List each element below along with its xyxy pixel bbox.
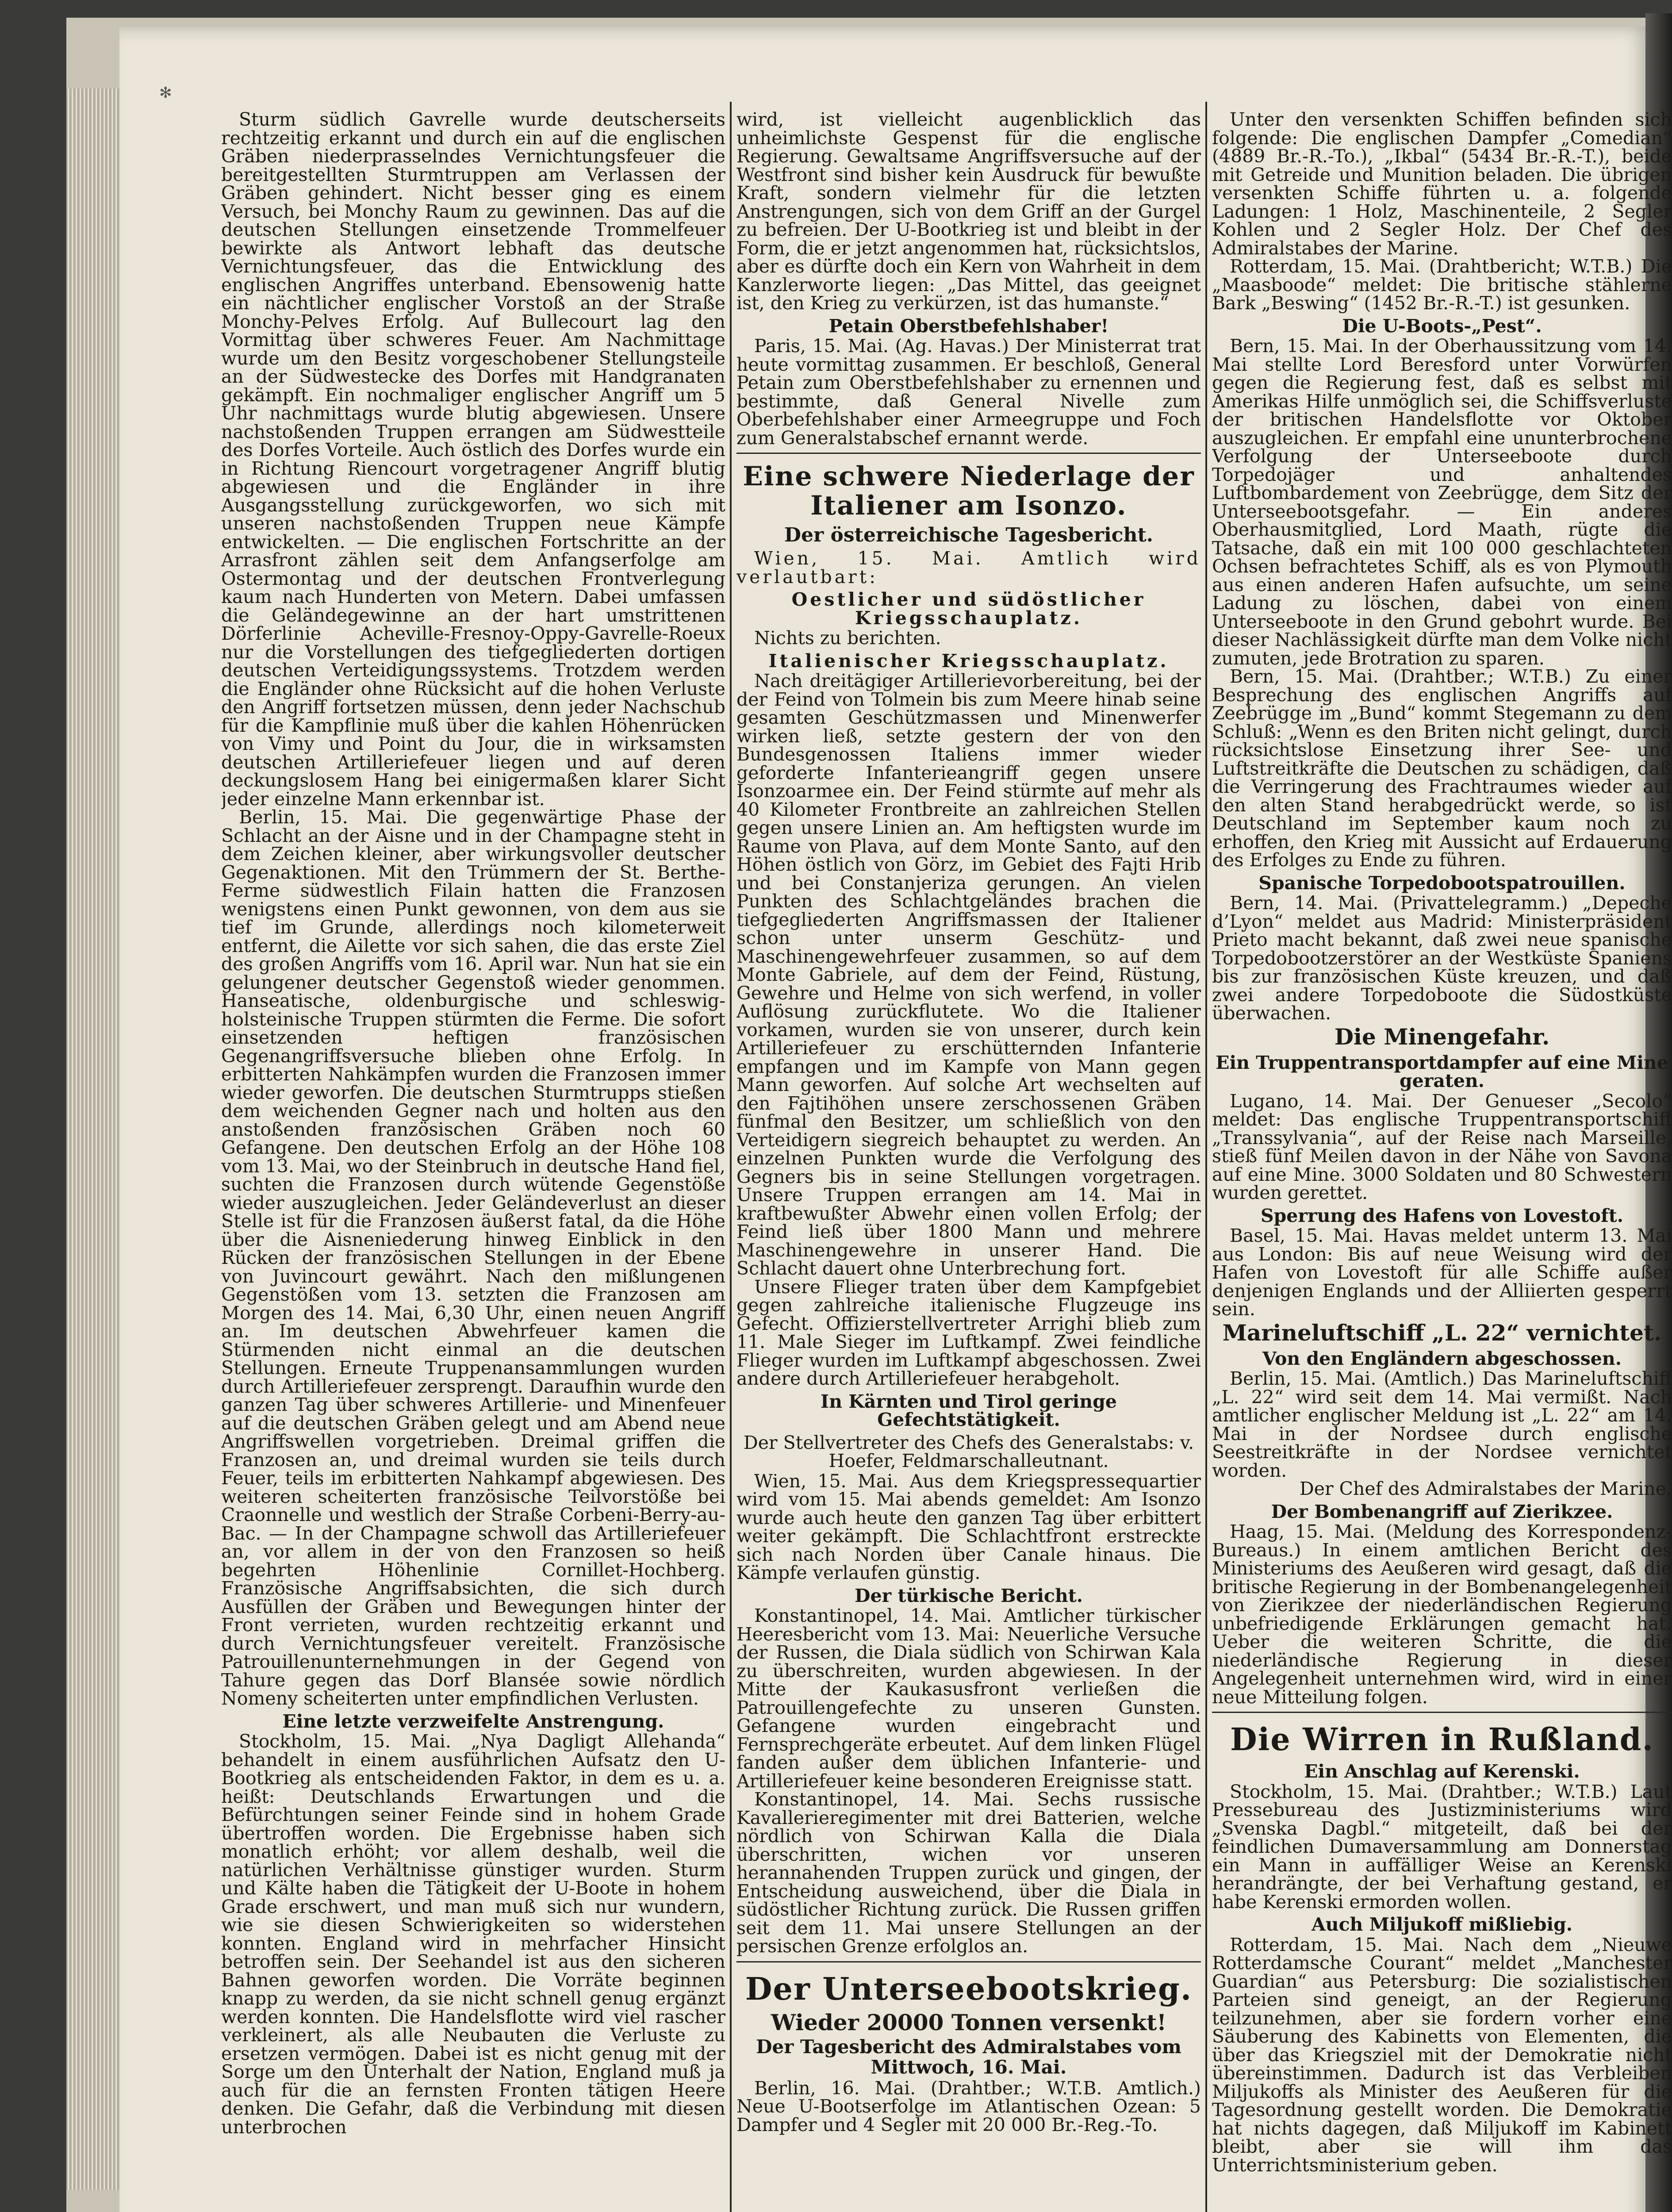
article-paragraph: Berlin, 15. Mai. Die gegenwärtige Phase der Schlacht an der Aisne und in der Champagne steht in dem Zeichen kleiner, aber wirkungsvoller deutscher Gegenaktionen. Mit den Trümmern der St. Berthe-Ferme südwestlich Filain hatten die Franzosen wenigstens einen Punkt gewonnen, von dem aus sie tief im Grunde, allerdings noch kilometerweit entfernt, die Ailette vor sich sahen, die das erste Ziel des großen Angriffs vom 16. April war. Nun hat sie ein gelungener deutscher Gegenstoß wieder genommen. Hanseatische, oldenburgische und schleswig-holsteinische Truppen stürmten die Ferme. Die sofort einsetzenden heftigen französischen Gegenangriffsversuche blieben ohne Erfolg. In erbitterten Nahkämpfen wurden die Franzosen immer wieder geworfen. Die deutschen Sturmtrupps stießen dem weichenden Gegner nach und holten aus den anstoßenden französischen Gräben noch 60 Gefangene. Den deutschen Erfolg an der Höhe 108 vom 13. Mai, wo der Steinbruch in deutsche Hand fiel, suchten die Franzosen durch wütende Gegenstöße wieder auszugleichen. Jeder Geländeverlust an dieser Stelle ist für die Franzosen äußerst fatal, da die Höhe über die Aisneniederung hinweg Einblick in den Rücken der französischen Stellungen in der Ebene von Juvincourt gewährt. Nach den mißlungenen Gegenstößen vom 13. setzten die Franzosen am Morgen des 14. Mai, 6,30 Uhr, einen neuen Angriff an. Im deutschen Abwehrfeuer kamen die Stürmenden nicht einmal an die deutschen Stellungen. Erneute Truppenansammlungen wurden durch Artilleriefeuer zersprengt. Daraufhin wurde den ganzen Tag über schweres Artillerie- und Minenfeuer auf die deutschen Gräben gelegt und am Abend neue Angriffswellen vorgetrieben. Dreimal griffen die Franzosen an, und dreimal wurden sie teils durch Feuer, teils im erbitterten Nahkampf abgewiesen. Des weiteren scheiterten französische Teilvorstöße bei Craonnelle und westlich der Straße Corbeni-Berry-au-Bac. — In der Champagne schwoll das Artilleriefeuer an, vor allem in der von den Franzosen so heiß begehrten Höhenlinie Cornillet-Hochberg. Französische Angriffsabsichten, die sich durch Ausfüllen der Gräben und Bewegungen hinter der Front verrieten, wurden rechtzeitig erkannt und durch Vernichtungsfeuer vereitelt. Französische Patrouillenunternehmungen in der Gegend von Tahure gegen das Dorf Blansée sowie nördlich Nomeny scheiterten unter empfindlichen Verlusten. bbox=[221, 806, 725, 1709]
section-heading: Ein Truppentransportdampfer auf eine Mine geraten. bbox=[1216, 1052, 1668, 1091]
article-paragraph: Rotterdam, 15. Mai. (Drahtbericht; W.T.B.) Die „Maasboode“ meldet: Die britische stählerne Bark „Beswing“ (1452 Br.-R.-T.) ist gesunken. bbox=[1212, 256, 1672, 314]
article-paragraph: Stockholm, 15. Mai. (Drahtber.; W.T.B.) Laut Pressebureau des Justizministeriums wird „Svenska Dagbl.“ mitgeteilt, daß bei der feindlichen Dumaversammlung am Donnerstag ein Mann in auffälliger Weise an Kerenski herandrängte, der bei Verhaftung gestand, er habe Kerenski ermorden wollen. bbox=[1212, 1781, 1672, 1912]
signature: Der Stellvertreter des Chefs des Generalstabs: v. Hoefer, Feldmarschalleutnant. bbox=[743, 1432, 1194, 1471]
article-paragraph: Berlin, 16. Mai. (Drahtber.; W.T.B. Amtlich.) Neue U-Bootserfolge im Atlantischen Ozean: 5 Dampfer und 4 Segler mit 20 000 Br.-Reg.-To. bbox=[736, 2077, 1201, 2135]
article-paragraph: Nichts zu berichten. bbox=[754, 627, 941, 649]
headline: Marineluftschiff „L. 22“ vernichtet. bbox=[1222, 1319, 1662, 1346]
article-paragraph: Bern, 15. Mai. In der Oberhaussitzung vom 14. Mai stellte Lord Beresford unter Vorwürfen gegen die Regierung fest, daß es selbst mit Amerikas Hilfe unmöglich sei, die Schiffsverluste der britischen Handelsflotte vor Oktober auszugleichen. Er empfahl eine ununterbrochene Verfolgung der Unterseeboote durch Torpedojäger und anhaltendes Luftbombardement von Zeebrügge, dem Sitz der Unterseebootsgefahr. — Ein anderes Oberhausmitglied, Lord Maath, rügte die Tatsache, daß ein mit 100 000 geschlachteten Ochsen befrachtetes Schiff, als es von Plymouth aus einen anderen Hafen aufsuchte, um seine Ladung zu löschen, dabei von einem Unterseeboote in den Grund gebohrt wurde. Bei dieser Nachlässigkeit dürfte man dem Volke nicht zumuten, jede Brotration zu sparen. bbox=[1212, 335, 1672, 669]
article-paragraph: wird, ist vielleicht augenblicklich das unheimlichste Gespenst für die englische Regierung. Gewaltsame Angriffsversuche auf der Westfront sind bisher kein Ausdruck für bewußte Kraft, sondern vielmehr für die letzten Anstrengungen, sich von dem Griff an der Gurgel zu befreien. Der U-Bootkrieg ist und bleibt in der Form, die er jetzt angenommen hat, rücksichtslos, aber es dürfte doch ein Kern von Wahrheit in dem Kanzlerworte liegen: „Das Mittel, das geeignet ist, den Krieg zu verkürzen, ist das humanste.“ bbox=[736, 111, 1201, 314]
headline: Die Wirren in Rußland. bbox=[1230, 1721, 1654, 1758]
article-paragraph: Nach dreitägiger Artillerievorbereitung, bei der der Feind von Tolmein bis zum Meere hinab seine gesamten Geschützmassen und Minenwerfer wirken ließ, setzte gestern der von den Bundesgenossen Italiens immer wieder geforderte Infanterieangriff gegen unsere Isonzoarmee ein. Der Feind stürmte auf mehr als 40 Kilometer Frontbreite an zahlreichen Stellen gegen unsere Linien an. Am heftigsten wurde im Raume von Plava, auf dem Monte Santo, auf den Höhen östlich von Görz, im Gebiet des Fajti Hrib und bei Constanjeriza gerungen. An vielen Punkten des Schlachtgeländes brachen die tiefgegliederten Angriffsmassen der Italiener schon unter unserm Geschütz- und Maschinengewehrfeuer zusammen, so auf dem Monte Gabriele, auf dem der Feind, Rüstung, Gewehre und Helme von sich werfend, in voller Auflösung zurückflutete. Wo die Italiener vorkamen, wurden sie von unserer, durch kein Artilleriefeuer zu erschütternden Infanterie empfangen und im Kampfe von Mann gegen Mann geworfen. Auf solche Art wechselten auf den Fajtihöhen unsere zerschossenen Gräben fünfmal den Besitzer, um schließlich von den Verteidigern siegreich behauptet zu werden. An einzelnen Punkten wurde die Verfolgung des Gegners bis in seine Stellungen vorgetragen. Unsere Truppen errangen am 14. Mai in kraftbewußter Abwehr einen vollen Erfolg; der Feind ließ über 1800 Mann und mehrere Maschinengewehre in unserer Hand. Die Schlacht dauert ohne Unterbrechung fort. bbox=[736, 670, 1201, 1279]
signature: Der Chef des Admiralstabes der Marine. bbox=[1299, 1478, 1672, 1499]
corner-mark: ✻ bbox=[159, 84, 172, 102]
article-paragraph: Basel, 15. Mai. Havas meldet unterm 13. Mai aus London: Bis auf neue Weisung wird der Hafen von Lovestoft für alle Schiffe außer denjenigen Englands und der Alliierten gesperrt sein. bbox=[1212, 1225, 1672, 1320]
column-1 bbox=[221, 111, 725, 2212]
article-paragraph: Lugano, 14. Mai. Der Genueser „Secolo“ meldet: Das englische Truppentransportschiff „Transsylvania“, auf der Reise nach Marseille, stieß fünf Meilen davon in der Nähe von Savona auf eine Mine. 3000 Soldaten und 80 Schwestern wurden gerettet. bbox=[1212, 1090, 1672, 1203]
section-heading: Auch Miljukoff mißliebig. bbox=[1311, 1914, 1573, 1935]
subheadline: Wieder 20000 Tonnen versenkt! bbox=[771, 2009, 1167, 2035]
article-paragraph: Paris, 15. Mai. (Ag. Havas.) Der Ministerrat trat heute vormittag zusammen. Er beschloß, General Petain zum Oberstbefehlshaber zu ernennen und bestimmte, daß General Nivelle zum Oberbefehlshaber einer Armeegruppe und Foch zum Generalstabschef ernannt werde. bbox=[736, 335, 1201, 449]
section-heading: Italienischer Kriegsschauplatz. bbox=[768, 650, 1169, 672]
section-heading: Ein Anschlag auf Kerenski. bbox=[1304, 1761, 1580, 1782]
column-rule-2 bbox=[1205, 102, 1207, 2212]
column-2 bbox=[736, 111, 1201, 2212]
subheadline: Der österreichische Tagesbericht. bbox=[784, 524, 1154, 546]
divider bbox=[1212, 1712, 1672, 1713]
article-paragraph: Konstantinopel, 14. Mai. Amtlicher türkischer Heeresbericht vom 13. Mai: Neuerliche Versuche der Russen, die Diala südlich von Schirwan Kala zu überschreiten, wurden abgewiesen. In der Mitte der Kaukasusfront verließen die Patrouillengefechte zu unseren Gunsten. Gefangene wurden eingebracht und Fernsprechgeräte erbeutet. Auf dem linken Flügel fanden außer dem üblichen Infanterie- und Artilleriefeuer keine besonderen Ereignisse statt. bbox=[736, 1605, 1201, 1792]
section-heading: Sperrung des Hafens von Lovestoft. bbox=[1261, 1205, 1623, 1226]
section-heading: Spanische Torpedobootspatrouillen. bbox=[1258, 872, 1626, 894]
article-paragraph: Konstantinopel, 14. Mai. Sechs russische Kavallerieregimenter mit drei Batterien, welche nördlich von Schirwan Kalla die Diala überschritten, wichen vor unseren herannahenden Truppen zurück und gingen, der Entscheidung ausweichend, über die Diala in südöstlicher Richtung zurück. Die Russen griffen seit dem 11. Mai unsere Stellungen an der persischen Grenze erfolglos an. bbox=[736, 1789, 1201, 1957]
section-heading: Der türkische Bericht. bbox=[855, 1585, 1083, 1606]
article-paragraph: Wien, 15. Mai. Amtlich wird verlautbart: bbox=[736, 548, 1201, 588]
section-heading: Oestlicher und südöstlicher Kriegsschauplatz. bbox=[791, 589, 1146, 629]
headline: Eine schwere Niederlage der Italiener am Isonzo. bbox=[743, 461, 1195, 521]
divider bbox=[736, 1961, 1201, 1962]
column-rule-1 bbox=[730, 102, 732, 2212]
article-paragraph: Haag, 15. Mai. (Meldung des Korrespondenz-Bureaus.) In einem amtlichen Bericht des Ministeriums des Aeußeren wird gesagt, daß die britische Regierung in der Bombenangelegenheit von Zierikzee der niederländischen Regierung unbefriedigende Erklärungen gemacht hat. Ueber die weiteren Schritte, die die niederländische Regierung in dieser Angelegenheit unternehmen wird, wird in einer neue Mitteilung folgen. bbox=[1212, 1521, 1672, 1708]
article-paragraph: Bern, 15. Mai. (Drahtber.; W.T.B.) Zu einer Besprechung des englischen Angriffs auf Zeebrügge im „Bund“ kommt Stegemann zu dem Schluß: „Wenn es den Briten nicht gelingt, durch rücksichtslose Einsetzung ihrer See- und Luftstreitkräfte die Deutschen zu schädigen, daß die Verringerung des Frachtraumes wieder auf den alten Stand herabgedrückt werde, so ist Deutschland im September kaum noch zu erhoffen, den Krieg mit Aussicht auf Erdauerung des Erfolges zu Ende zu führen. bbox=[1212, 666, 1672, 871]
divider bbox=[736, 453, 1201, 454]
page-edges bbox=[66, 88, 119, 2190]
column-3 bbox=[1212, 111, 1672, 2212]
article-paragraph: Sturm südlich Gavrelle wurde deutscherseits rechtzeitig erkannt und durch ein auf die englischen Gräben niederprasselndes Vernichtungsfeuer die bereitgestellten Sturmtruppen am Verlassen der Gräben gehindert. Nicht besser ging es einem Versuch, bei Monchy Raum zu gewinnen. Das auf die deutschen Stellungen einsetzende Trommelfeuer bewirkte als Antwort lebhaft das deutsche Vernichtungsfeuer, das die Entwicklung des englischen Angriffes unterband. Ebensowenig hatte ein nächtlicher englischer Vorstoß an der Straße Monchy-Pelves Erfolg. Auf Bullecourt lag den Vormittag über schweres Feuer. Am Nachmittage wurde um den Besitz vorgeschobener Stellungsteile an der Südwestecke des Dorfes mit Handgranaten gekämpft. Ein nochmaliger englischer Angriff um 5 Uhr nachmittags wurde blutig abgewiesen. Unsere nachstoßenden Truppen errangen am Südwestteile des Dorfes Vorteile. Auch östlich des Dorfes wurde ein in Richtung Riencourt vorgetragener Angriff blutig abgewiesen und die Engländer in ihre Ausgangsstellung zurückgeworfen, wo sich mit unseren nachstoßenden Truppen neue Kämpfe entwickelten. — Die englischen Fortschritte an der Arrasfront zählen seit dem Anfangserfolge am Ostermontag und der deutschen Frontverlegung kaum nach Hunderten von Metern. Dabei umfassen die Geländegewinne an der hart umstrittenen Dörferlinie Acheville-Fresnoy-Oppy-Gavrelle-Roeux nur die Vorstellungen des tiefgegliederten dortigen deutschen Verteidigungssystems. Trotzdem werden die Engländer ohne Rücksicht auf die hohen Verluste den Angriff fortsetzen müssen, denn jeder Nachschub für die Kampflinie muß über die kahlen Höhenrücken von Vimy und Point du Jour, die in wirksamsten deutschen Artilleriefeuer liegen und auf deren deckungslosem Hang bei einigermaßen klarer Sicht jeder einzelne Mann erkennbar ist. bbox=[221, 111, 725, 810]
article-paragraph: Unsere Flieger traten über dem Kampfgebiet gegen zahlreiche italienische Flugzeuge ins Gefecht. Offizierstellvertreter Arrighi blieb zum 11. Male Sieger im Luftkampf. Zwei feindliche Flieger wurden im Luftkampf abgeschossen. Zwei andere durch Artilleriefeuer herabgeholt. bbox=[736, 1276, 1201, 1389]
section-heading: Eine letzte verzweifelte Anstrengung. bbox=[282, 1710, 664, 1732]
article-paragraph: Stockholm, 15. Mai. „Nya Dagligt Allehanda“ behandelt in einem ausführlichen Aufsatz den U-Bootkrieg als entscheidenden Faktor, in dem es u. a. heißt: Deutschlands Erwartungen und die Befürchtungen seiner Feinde sind in hohem Grade übertroffen worden. Die Ergebnisse haben sich monatlich erhöht; vor allem deshalb, weil die natürlichen Verhältnisse günstiger wurden. Sturm und Kälte haben die Tätigkeit der U-Boote in hohem Grade erschwert, und man muß sich nur wundern, wie sie diesen Schwierigkeiten so widerstehen konnten. England wird in mehrfacher Hinsicht betroffen sein. Der Seehandel ist aus den sicheren Bahnen geworfen worden. Die Vorräte beginnen knapp zu werden, da sie nicht schnell genug ergänzt werden konnten. Die Handelsflotte wird viel rascher verkleinert, als alle Neubauten die Verluste zu ersetzen vermögen. Dabei ist es nicht genug mit der Sorge um den Unterhalt der Nation, England muß ja auch für die an fernsten Fronten tätigen Heere denken. Die Gefahr, daß die Verbindung mit diesen unterbrochen bbox=[221, 1731, 725, 2138]
section-heading: Der Bombenangriff auf Zierikzee. bbox=[1271, 1501, 1613, 1522]
article-paragraph: Berlin, 15. Mai. (Amtlich.) Das Marineluftschiff „L. 22“ wird seit dem 14. Mai vermißt. Nach amtlicher englischer Meldung ist „L. 22“ am 14. Mai in der Nordsee durch englische Seestreitkräfte in der Nordsee vernichtet worden. bbox=[1212, 1368, 1672, 1481]
section-heading: In Kärnten und Tirol geringe Gefechtstätigkeit. bbox=[821, 1390, 1117, 1430]
section-heading: Petain Oberstbefehlshaber! bbox=[828, 315, 1109, 337]
article-paragraph: Rotterdam, 15. Mai. Nach dem „Nieuwe Rotterdamsche Courant“ meldet „Manchester Guardian“ aus Petersburg: Die sozialistischen Parteien sind geneigt, an der Regierung teilzunehmen, aber sie fordern vorher eine Säuberung des Kabinetts von Elementen, die über das Kriegsziel mit der Demokratie nicht übereinstimmen. Dadurch ist das Verbleiben Miljukoffs als Minister des Aeußeren für die Tagesordnung gestellt worden. Die Demokratie hat nichts dagegen, daß Miljukoff im Kabinett bleibt, aber sie will ihm das Unterrichtsministerium geben. bbox=[1212, 1934, 1672, 2176]
section-heading: Die Minengefahr. bbox=[1334, 1023, 1550, 1050]
article-paragraph: Wien, 15. Mai. Aus dem Kriegspressequartier wird vom 15. Mai abends gemeldet: Am Isonzo wurde auch heute den ganzen Tag über erbittert weiter gekämpft. Die Schlachtfront erstreckte sich nach Norden über Canale hinaus. Die Kämpfe verlaufen günstig. bbox=[736, 1470, 1201, 1583]
section-heading: Von den Engländern abgeschossen. bbox=[1262, 1348, 1622, 1369]
section-heading: Die U-Boots-„Pest“. bbox=[1342, 315, 1542, 337]
headline: Der Unterseebootskrieg. bbox=[745, 1970, 1193, 2007]
article-paragraph: Unter den versenkten Schiffen befinden sich folgende: Die englischen Dampfer „Comedian“ (4889 Br.-R.-To.), „Ikbal“ (5434 Br.-R.-T.), beide mit Getreide und Munition beladen. Die übrigen versenkten Schiffe führten u. a. folgende Ladungen: 1 Holz, Maschinenteile, 2 Segler Kohlen und 2 Segler Holz. Der Chef des Admiralstabes der Marine. bbox=[1212, 111, 1672, 259]
subheadline: Der Tagesbericht des Admiralstabes vom Mittwoch, 16. Mai. bbox=[756, 2035, 1181, 2078]
article-paragraph: Bern, 14. Mai. (Privattelegramm.) „Depeche d’Lyon“ meldet aus Madrid: Ministerpräsident Prieto macht bekannt, daß zwei neue spanische Torpedobootzerstörer an der Westküste Spaniens bis zur französischen Küste kreuzen, und daß zwei andere Torpedoboote die Südostküste überwachen. bbox=[1212, 892, 1672, 1024]
